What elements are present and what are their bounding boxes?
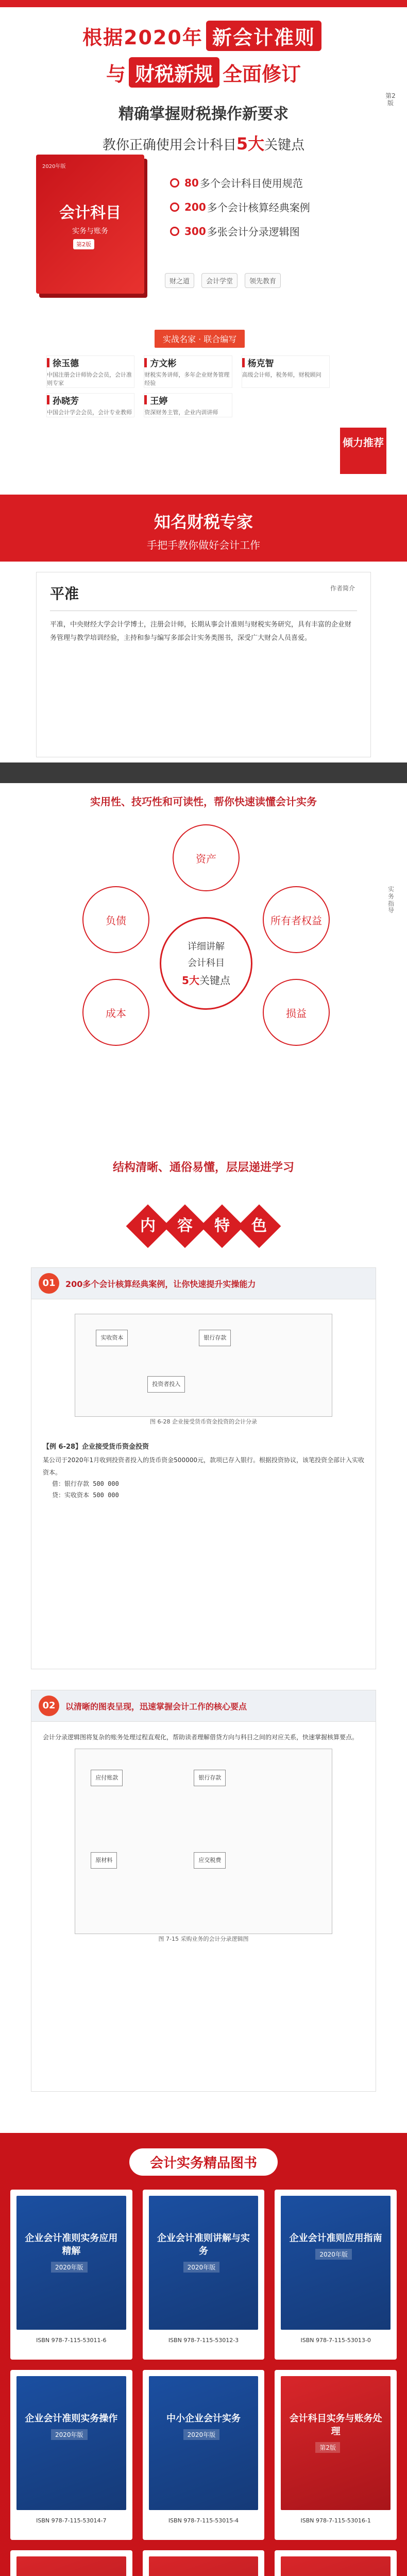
author-desc: 财税实务讲师，多年企业财务管理经验 [144,371,230,386]
expert-title-band [0,495,407,562]
example-body: 某公司于2020年1月收到投资者投入的货币资金500000元，款项已存入银行。根据投资协议，该笔投资全部计入实收资本。 [43,1456,364,1476]
product-cover[interactable] [281,2376,391,2510]
tile-char: 内 [140,1217,156,1235]
valueprop-side: 实务指导 [387,886,394,914]
product-card[interactable] [143,2190,265,2360]
feature-desc: 会计分录逻辑图将复杂的账务处理过程直观化，帮助读者理解借贷方向与科目之间的对应关系，快速掌握核算要点。 [43,1734,359,1741]
feature-number: 01 [39,1273,59,1294]
product-title: 企业会计准则应用指南 [289,2233,382,2244]
publisher-badges [165,273,281,288]
product-cover[interactable] [16,2196,126,2330]
hero-feature-item [170,224,310,239]
bullet-icon [170,227,179,236]
product-card[interactable] [143,2550,265,2576]
headline-revise: 全面修订 [223,63,301,86]
feature-count: 80 [184,176,199,189]
center-highlight: 5大 [182,974,199,987]
valueprop-bottom: 结构清晰、通俗易懂，层层递进学习 [112,1161,294,1174]
headline-pill-standard: 新会计准则 [206,21,321,51]
product-title: 企业会计准则实务应用精解 [25,2233,118,2257]
edition-side-tag: 第2版 [385,92,396,107]
product-card[interactable] [275,2550,397,2576]
feature-block-2 [31,1690,376,2092]
expert-intro-label: 作者简介 [330,585,355,592]
fig-caption: 图 7-15 采购业务的会计分录逻辑图 [158,1936,249,1942]
hero-headline [0,0,407,88]
headline-and: 与 [106,63,126,86]
product-edition: 第2版 [315,2442,340,2453]
hero-subtitle-2 [0,131,407,155]
cover-subtitle: 实务与账务 [72,227,108,235]
hero-feature-list [170,175,310,248]
hero-section [0,0,407,330]
publisher-badge: 财之道 [165,273,194,288]
hero-body [36,155,386,309]
author-name: 孙晓芳 [47,394,134,406]
product-edition: 2020年版 [183,2262,220,2273]
product-card[interactable] [10,2370,132,2540]
hero-feature-item [170,199,310,214]
feature-heading: 以清晰的图表呈现，迅速掌握会计工作的核心要点 [65,1701,247,1711]
product-title: 企业会计准则讲解与实务 [157,2233,250,2257]
center-post: 关键点 [199,974,230,987]
author-desc: 资深财务主管，企业内训讲师 [144,409,218,416]
feature-count: 200 [184,200,206,213]
product-edition: 2020年版 [315,2249,352,2260]
sub2-post: 关键点 [264,138,305,153]
bullet-icon [170,178,179,188]
publisher-badge: 会计学堂 [201,273,238,288]
book-cover[interactable] [36,155,144,294]
journal-entry-debit: 借：银行存款 500 000 [52,1480,119,1487]
publisher-badge: 领先教育 [245,273,281,288]
product-card[interactable] [10,2550,132,2576]
feature-text: 多个会计核算经典案例 [207,201,310,214]
feature-count: 300 [184,225,206,238]
product-grid [10,2190,397,2576]
center-line-1: 详细讲解 [188,941,225,952]
author-desc: 高级会计师，税务师，财税顾问 [242,371,321,378]
expert-subtitle: 手把手教你做好会计工作 [147,539,260,551]
petal-equity: 所有者权益 [263,886,330,953]
headline-year: 根据2020年 [82,26,203,49]
feature-number: 02 [39,1696,59,1716]
author-desc: 中国注册会计师协会会员，会计准则专家 [47,371,132,386]
author-card [46,355,134,388]
product-card[interactable] [275,2190,397,2360]
product-title: 会计科目实务与账务处理 [289,2413,382,2437]
product-isbn: ISBN 978-7-115-53014-7 [36,2517,107,2524]
recommend-badge: 倾力推荐 [340,428,386,474]
tile-char: 容 [177,1217,193,1235]
features-title [0,1211,407,1242]
author-name: 徐玉德 [47,356,134,369]
author-card [242,355,330,388]
author-desc: 中国会计学会会员，会计专业教师 [47,409,132,416]
headline-pill-tax: 财税新规 [129,57,219,88]
product-cover[interactable] [16,2556,126,2576]
products-title-text: 会计实务精品图书 [129,2148,278,2176]
product-edition: 2020年版 [183,2429,220,2440]
petal-liabilities: 负债 [82,886,149,953]
author-grid [46,355,330,417]
product-title: 中小企业会计实务 [166,2413,241,2424]
product-cover[interactable] [149,2556,259,2576]
valueprop-section [0,783,407,1195]
author-name: 方文彬 [144,356,231,369]
product-isbn: ISBN 978-7-115-53012-3 [168,2337,239,2344]
authors-section [0,330,407,495]
feature-block-1 [31,1267,376,1669]
petal-cost: 成本 [82,979,149,1046]
expert-name: 平准 [50,585,79,602]
product-cover[interactable] [149,2376,259,2510]
sub2-pre: 教你正确使用会计科目 [102,138,236,153]
product-cover[interactable] [281,2196,391,2330]
feature-figure-2 [75,1749,332,1942]
fig-caption: 图 6-28 企业接受货币资金投资的会计分录 [150,1418,257,1425]
product-card[interactable] [10,2190,132,2360]
fig-box: 投资者投入 [147,1376,185,1393]
petal-profit-loss: 损益 [263,979,330,1046]
feature-figure-1 [75,1314,332,1425]
author-card [46,393,134,417]
products-section [0,2133,407,2576]
center-line-2: 会计科目 [188,958,225,969]
fig-box: 应付账款 [91,1770,123,1786]
cover-title: 会计科目 [59,204,121,222]
expert-section [0,495,407,783]
product-cover[interactable] [149,2196,259,2330]
hero-feature-item [170,175,310,190]
product-isbn: ISBN 978-7-115-53013-0 [300,2337,371,2344]
top-stripe [0,0,407,7]
feature-body-2 [31,1722,376,1948]
feature-header-2 [31,1690,376,1722]
expert-title: 知名财税专家 [154,512,253,532]
product-isbn: ISBN 978-7-115-53016-1 [300,2517,371,2524]
authors-ribbon: 实战名家 · 联合编写 [155,330,245,348]
expert-footer-bar [0,762,407,783]
feature-body-1 [31,1299,376,1510]
author-name: 杨克智 [242,356,329,369]
fig-box: 银行存款 [199,1330,231,1346]
center-line-3 [161,972,251,987]
product-card[interactable] [275,2370,397,2540]
valueprop-banner: 实用性、技巧性和可读性，帮你快速读懂会计实务 [90,795,317,808]
feature-heading: 200多个会计核算经典案例，让你快速提升实操能力 [65,1279,256,1289]
fig-box: 实收资本 [96,1330,128,1346]
cover-label: 2020年版 [42,164,66,170]
author-name: 王婷 [144,394,231,406]
fig-box: 应交税费 [194,1852,226,1869]
product-cover[interactable] [281,2556,391,2576]
product-edition: 2020年版 [51,2262,88,2273]
product-isbn: ISBN 978-7-115-53015-4 [168,2517,239,2524]
feature-title-tile [238,1205,281,1248]
feature-text: 多个会计科目使用规范 [199,177,303,190]
petal-assets: 资产 [173,824,240,891]
key-points-center [160,917,252,1010]
example-heading: 【例 6-28】企业接受货币资金投资 [43,1443,149,1451]
tile-char: 特 [214,1217,230,1235]
product-card[interactable] [143,2370,265,2540]
journal-entry-credit: 贷：实收资本 500 000 [52,1491,119,1499]
expert-card [36,572,371,757]
cover-edition: 第2版 [73,239,94,249]
features-section [0,1195,407,2133]
tile-char: 色 [251,1217,267,1235]
fig-box: 原材料 [91,1852,117,1869]
bullet-icon [170,202,179,212]
sub2-highlight: 5大 [236,134,265,154]
hero-subtitle-1: 精确掌握财税操作新要求 [118,105,289,123]
author-card [144,355,232,388]
products-title [0,2148,407,2176]
expert-bio: 平准，中央财经大学会计学博士，注册会计师，长期从事会计准则与财税实务研究，具有丰富的企业财务管理与教学培训经验，主持和参与编写多部会计实务类图书，深受广大财会人员喜爱。 [50,621,352,642]
product-isbn: ISBN 978-7-115-53011-6 [36,2337,107,2344]
product-title: 企业会计准则实务操作 [25,2413,118,2424]
product-edition: 2020年版 [51,2429,88,2440]
fig-box: 银行存款 [194,1770,226,1786]
key-points-diagram [62,824,350,1113]
feature-text: 多张会计分录逻辑图 [207,226,300,238]
feature-header-1 [31,1268,376,1299]
author-card [144,393,232,417]
product-cover[interactable] [16,2376,126,2510]
